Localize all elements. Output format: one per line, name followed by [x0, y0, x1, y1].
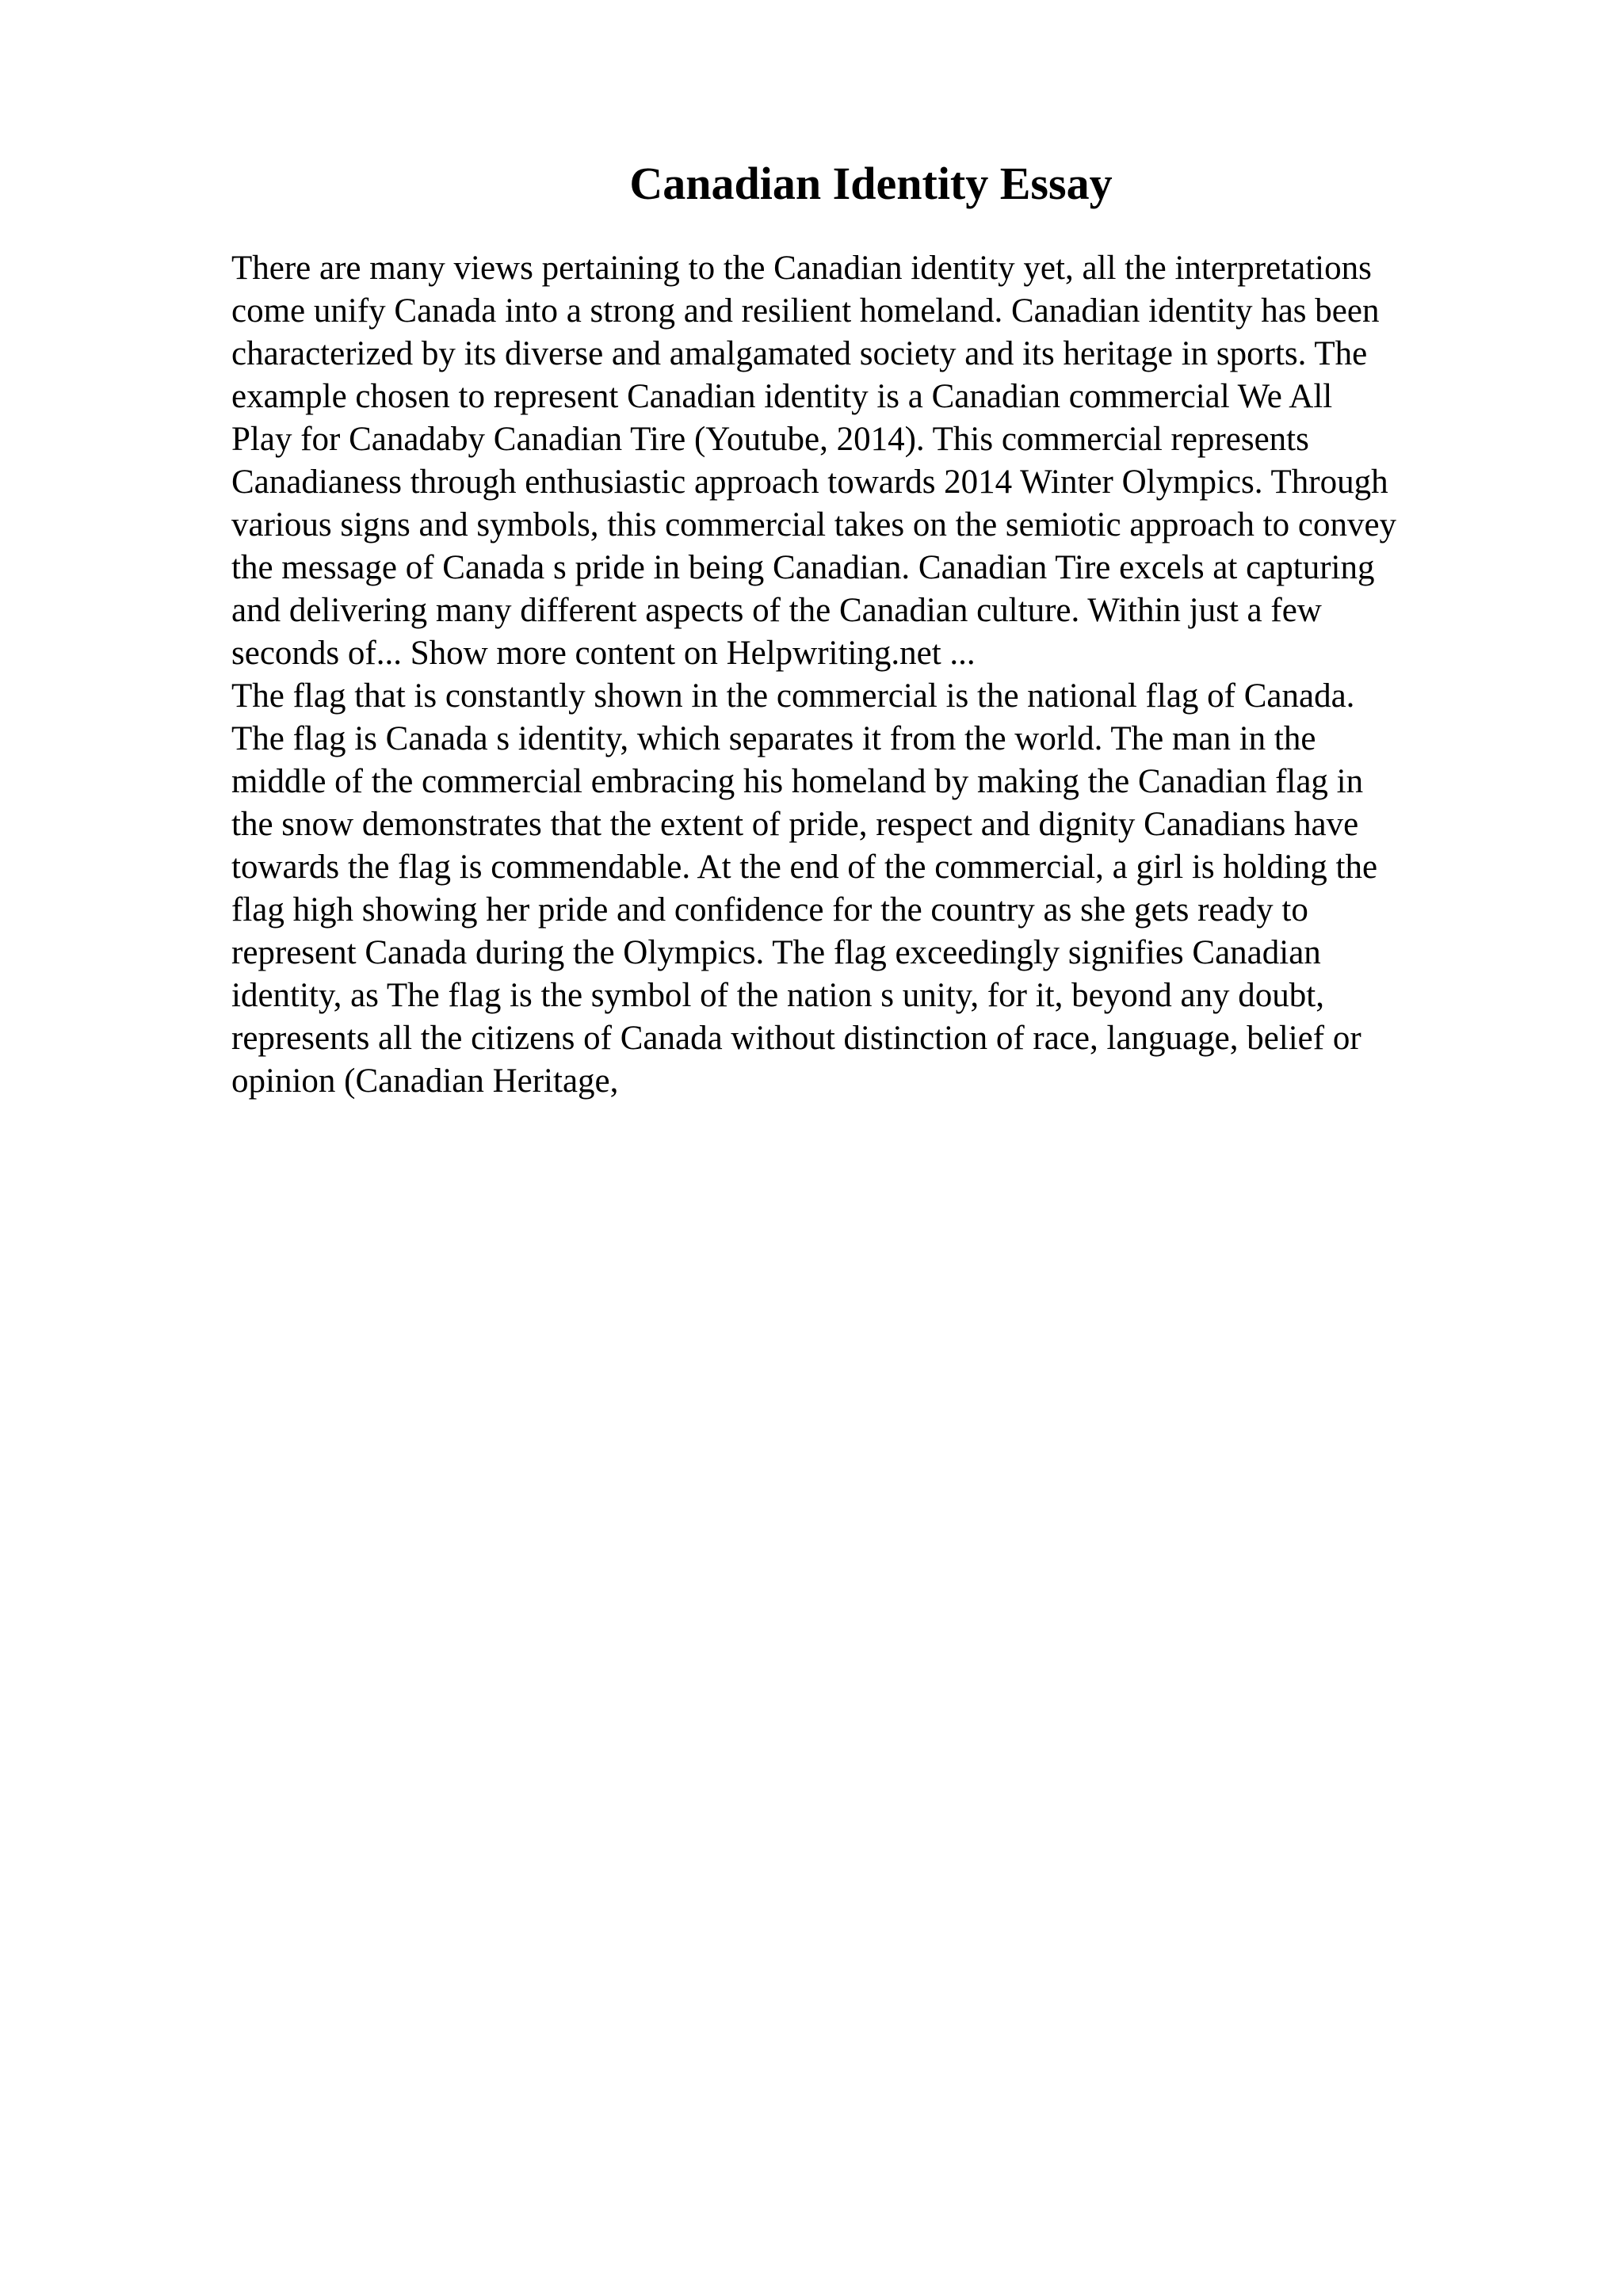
text-line: Play for Canadaby Canadian Tire (Youtube, 2014). This commercial represents: [231, 421, 1309, 458]
text-line: opinion (Canadian Heritage,: [231, 1062, 619, 1100]
text-line: There are many views pertaining to the Canadian identity yet, all the interpretations: [231, 250, 1372, 287]
document-body: [231, 247, 1515, 1103]
paragraph-2: [231, 675, 1515, 1103]
text-line: characterized by its diverse and amalgamated society and its heritage in sports. The: [231, 335, 1368, 372]
text-line: Canadianess through enthusiastic approach towards 2014 Winter Olympics. Through: [231, 463, 1388, 501]
text-line: and delivering many different aspects of the Canadian culture. Within just a few: [231, 592, 1322, 629]
text-line: represent Canada during the Olympics. The flag exceedingly signifies Canadian: [231, 934, 1321, 971]
document-title: Canadian Identity Essay: [629, 158, 1113, 209]
text-line: the message of Canada s pride in being Canadian. Canadian Tire excels at capturing: [231, 549, 1375, 586]
paragraph-1: [231, 247, 1515, 675]
text-line: come unify Canada into a strong and resilient homeland. Canadian identity has been: [231, 292, 1380, 330]
text-line: example chosen to represent Canadian identity is a Canadian commercial We All: [231, 378, 1333, 415]
text-line: various signs and symbols, this commercial takes on the semiotic approach to convey: [231, 506, 1397, 543]
text-line: represents all the citizens of Canada without distinction of race, language, belief or: [231, 1020, 1361, 1057]
text-line: identity, as The flag is the symbol of the nation s unity, for it, beyond any doubt,: [231, 977, 1324, 1014]
text-line: flag high showing her pride and confidence for the country as she gets ready to: [231, 891, 1308, 929]
text-line: seconds of... Show more content on Helpwriting.net ...: [231, 635, 976, 672]
text-line: The flag is Canada s identity, which separates it from the world. The man in the: [231, 720, 1316, 757]
text-line: towards the flag is commendable. At the end of the commercial, a girl is holding the: [231, 849, 1378, 886]
text-line: middle of the commercial embracing his homeland by making the Canadian flag in: [231, 763, 1364, 800]
text-line: the snow demonstrates that the extent of pride, respect and dignity Canadians have: [231, 806, 1359, 843]
text-line: The flag that is constantly shown in the commercial is the national flag of Canada.: [231, 677, 1355, 715]
